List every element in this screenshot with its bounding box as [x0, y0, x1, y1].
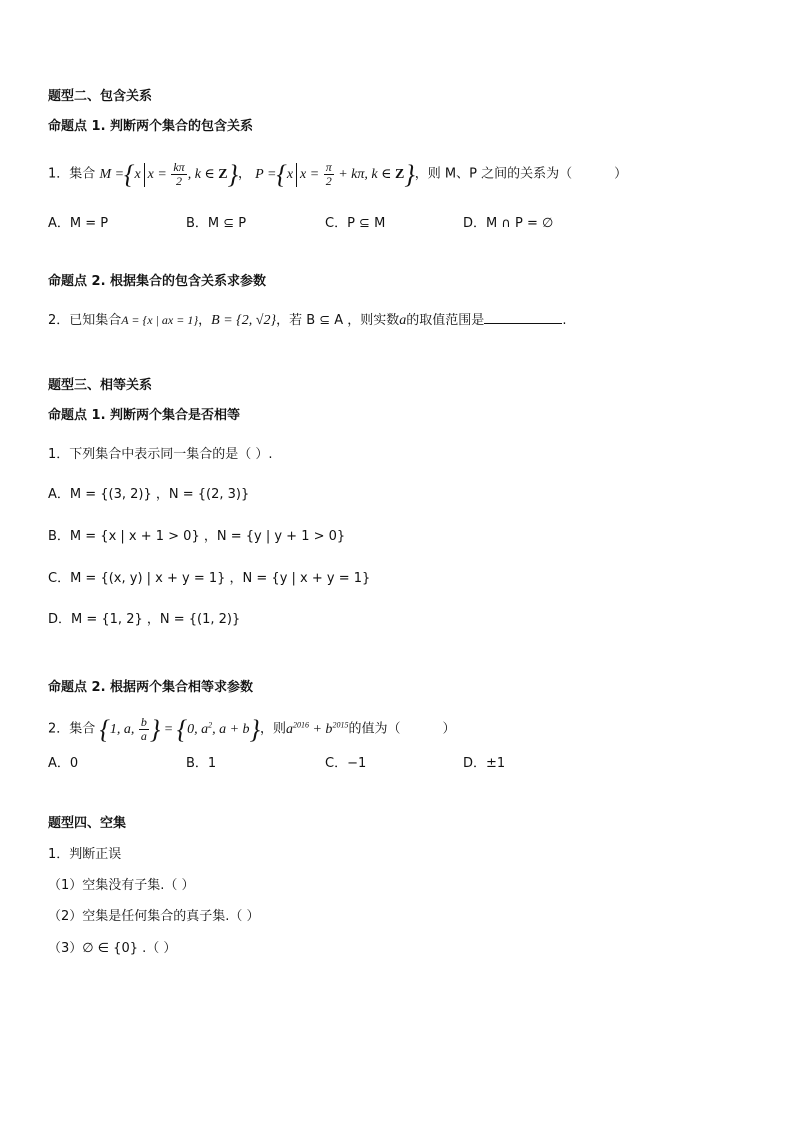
math-expression: $a^{2016} + b^{2015}$: [285, 720, 349, 737]
option-d: D．±1: [463, 756, 506, 771]
math-set-m: M ={x x = $\frac{k\pi}{2}$ , k ∈ Z}: [99, 159, 239, 189]
option-b: B．M = {x | x + 1 > 0} ，N = {y | y + 1 > 0}: [48, 529, 346, 544]
question-number: 2．: [48, 721, 70, 737]
answer-blank[interactable]: [484, 311, 562, 324]
question-text: ，: [198, 313, 212, 328]
subheading-3-1: 命题点 1. 判断两个集合是否相等: [48, 408, 241, 423]
section-heading-3: 题型三、相等关系: [48, 378, 153, 393]
question-text: ，则: [259, 721, 286, 737]
section-heading-4: 题型四、空集: [48, 816, 127, 831]
question-3-2: [48, 716, 455, 743]
option-a: A．0: [48, 756, 79, 771]
judgement-item-2: （2）空集是任何集合的真子集.（ ）: [48, 909, 260, 924]
question-text: 的值为（: [348, 721, 401, 737]
question-text: .: [562, 313, 567, 328]
question-number: 1．: [48, 166, 70, 182]
option-d: D．M ∩ P = ∅: [463, 216, 554, 231]
question-text: ）: [442, 721, 456, 737]
option-c: C．−1: [325, 756, 367, 771]
option-a: A．M = P: [48, 216, 109, 231]
option-b: B．M ⊆ P: [186, 216, 247, 231]
question-text: 的取值范围是: [406, 313, 485, 328]
question-2-1: [48, 161, 627, 188]
option-b: B．1: [186, 756, 217, 771]
option-c: C．M = {(x, y) | x + y = 1} ，N = {y | x + y = 1}: [48, 571, 371, 586]
question-text: ，若 B ⊆ A ，则实数: [276, 313, 400, 328]
question-3-1: 1．下列集合中表示同一集合的是（ ）.: [48, 447, 273, 462]
subheading-2-1: 命题点 1. 判断两个集合的包含关系: [48, 119, 254, 134]
math-var-a: a: [399, 313, 407, 328]
section-heading-2: 题型二、包含关系: [48, 89, 153, 104]
math-set-a: A = {x | ax = 1}: [121, 313, 199, 327]
judgement-item-3: （3）∅ ∈ {0} .（ ）: [48, 941, 177, 956]
math-set-equality: {1, a, $\frac{b}{a}$ } = {0, $a^2$, a + b}: [99, 714, 260, 744]
question-text: ，: [238, 166, 252, 182]
question-text: 已知集合: [69, 313, 122, 328]
question-2-2: [48, 311, 566, 330]
option-d: D．M = {1, 2} ，N = {(1, 2)}: [48, 612, 241, 627]
question-text: ，则 M、P 之间的关系为（: [414, 166, 573, 182]
subheading-3-2: 命题点 2. 根据两个集合相等求参数: [48, 680, 254, 695]
option-c: C．P ⊆ M: [325, 216, 386, 231]
subheading-2-2: 命题点 2. 根据集合的包含关系求参数: [48, 274, 267, 289]
math-set-b: B = {2, √2}: [211, 313, 277, 328]
judgement-item-1: （1）空集没有子集.（ ）: [48, 878, 195, 893]
question-text: 集合: [69, 166, 96, 182]
option-a: A．M = {(3, 2)} ，N = {(2, 3)}: [48, 487, 250, 502]
math-set-p: P ={x x = $\frac{\pi}{2}$ + kπ, k ∈ Z}: [255, 159, 415, 189]
question-4-1: 1．判断正误: [48, 847, 122, 862]
question-number: 2．: [48, 313, 70, 328]
question-text: ）: [614, 166, 628, 182]
question-text: 集合: [69, 721, 96, 737]
